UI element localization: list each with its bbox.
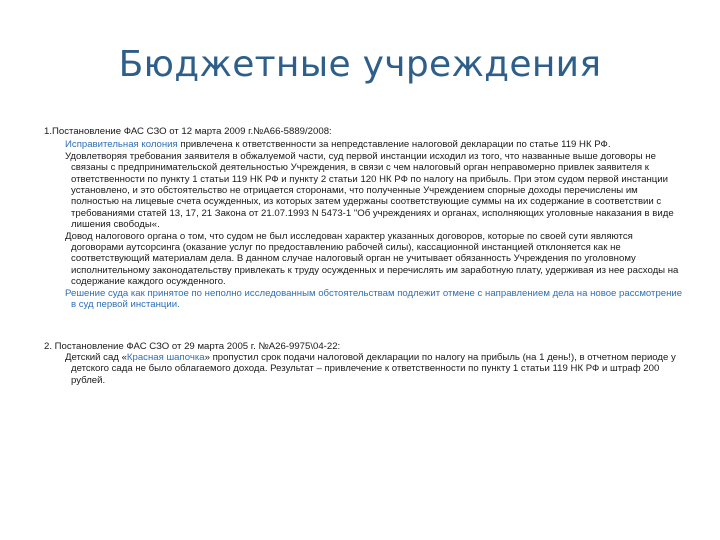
case1-paragraph-1 bbox=[44, 139, 684, 150]
case2-text-before: Детский сад « bbox=[65, 351, 127, 363]
case2-highlight: Красная шапочка bbox=[126, 351, 205, 363]
case1-paragraph-3: Довод налогового органа о том, что судом не был исследован характер указанных договоров, которые по своей сути являются договорами аутсорсинга (оказание услуг по предоставлению рабочей силы), кассационной инстанцией отклоняется как не соответствующий материалам дела. В данном случае налоговый орган не учитывает обязанность Учреждения по уголовному исполнительному законодательству привлекать к труду осужденных и перечислять им заработную плату, удерживая из нее расходы на содержание каждого осужденного. bbox=[65, 230, 679, 288]
slide-content bbox=[44, 126, 684, 386]
slide-title: Бюджетные учреждения bbox=[118, 44, 602, 85]
section-spacer bbox=[44, 311, 684, 337]
case2-text-after: » пропустил срок подачи налоговой декларации по налогу на прибыль (на 1 день!), в отчетном периоде у детского сада не было облагаемого дохода. Результат – привлечение к ответственности по пункту 1 статьи 119 НК РФ и штраф 200 рублей. bbox=[71, 351, 676, 386]
case2-paragraph bbox=[44, 352, 684, 386]
case2-heading: 2. Постановление ФАС СЗО от 29 марта 2005 г. №А26-9975\04-22: bbox=[44, 340, 341, 352]
case1-paragraph-2: Удовлетворяя требования заявителя в обжалуемой части, суд первой инстанции исходил из того, что названные выше договоры не связаны с предпринимательской деятельностью Учреждения, в связи с чем налоговый орган неправомерно привлек заявителя к ответственности по пункту 1 статьи 119 НК РФ и пункту 2 статьи 120 НК РФ по налогу на прибыль. При этом судом первой инстанции установлено, и это обстоятельство не отрицается сторонами, что полученные Учреждением спорные доходы перечислены им полностью на лицевые счета осужденных, из которых затем удержаны соответствующие суммы на их содержание в соответствии с требованиями статей 13, 17, 21 Закона от 21.07.1993 N 5473-1 "Об учреждениях и органах, исполняющих уголовные наказания в виде лишения свободы«. bbox=[65, 150, 674, 231]
case1-conclusion: Решение суда как принятое по неполно исследованным обстоятельствам подлежит отмене с направлением дела на новое рассмотрение в суд первой инстанции. bbox=[65, 287, 683, 311]
case1-highlight: Исправительная колония bbox=[65, 139, 178, 151]
case1-heading: 1.Постановление ФАС СЗО от 12 марта 2009 г.№А66-5889/2008: bbox=[44, 126, 332, 137]
case1-paragraph-1-text: привлечена к ответственности за непредставление налоговой декларации по статье 119 НК РФ. bbox=[177, 139, 611, 151]
